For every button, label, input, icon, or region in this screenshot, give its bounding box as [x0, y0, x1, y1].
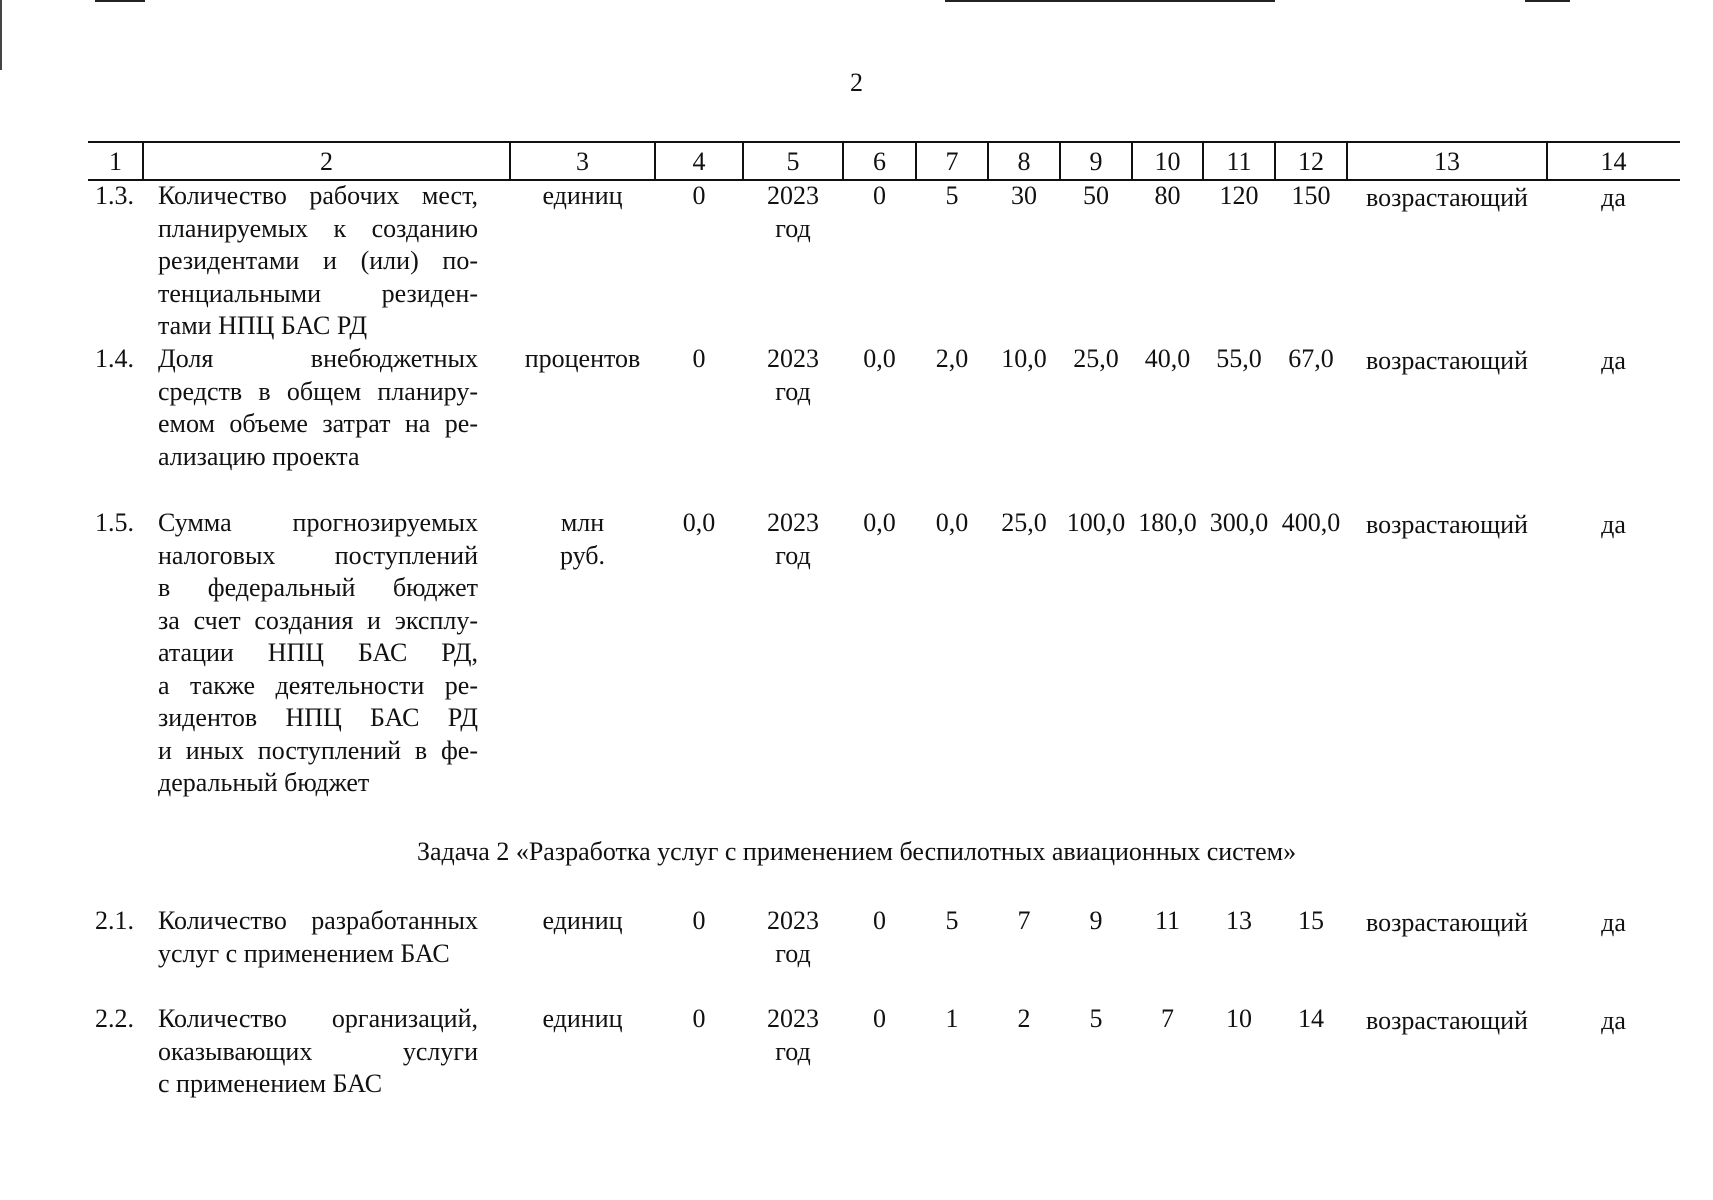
unit-line: млн	[560, 508, 605, 537]
value-col-10: 11	[1154, 906, 1181, 935]
value-col-12: 15	[1298, 906, 1324, 935]
value-col-12: 150	[1291, 181, 1331, 210]
base-year-line: 2023	[767, 906, 819, 935]
value-col-11: 13	[1226, 906, 1252, 935]
header-col-7: 7	[945, 147, 959, 176]
indicator-name-line: налоговых поступлений	[158, 540, 478, 570]
flag: да	[1601, 346, 1626, 375]
value-col-6: 0	[873, 906, 886, 935]
value-col-10: 7	[1161, 1004, 1174, 1033]
header-col-9: 9	[1089, 147, 1103, 176]
header-col-2: 2	[320, 147, 333, 176]
unit-line: единиц	[542, 1004, 623, 1033]
indicator-name-line: услуг с применением БАС	[158, 938, 450, 968]
base-value: 0	[692, 906, 706, 935]
value-col-10: 180,0	[1138, 508, 1197, 537]
indicator-name-line: емом объеме затрат на ре-	[158, 409, 478, 438]
indicator-name-line: оказывающих услуги	[158, 1036, 478, 1066]
page-number: 2	[850, 68, 863, 97]
header-col-14: 14	[1600, 147, 1627, 176]
unit-line: руб.	[559, 540, 606, 570]
indicator-name-line: а также деятельности ре-	[158, 670, 478, 700]
value-col-10: 40,0	[1144, 344, 1191, 373]
header-col-6: 6	[873, 147, 886, 176]
base-year-line: год	[775, 376, 811, 406]
value-col-8: 2	[1017, 1004, 1031, 1033]
value-col-7: 5	[945, 906, 959, 935]
trend: возрастающий	[1366, 510, 1528, 539]
value-col-11: 120	[1219, 181, 1259, 210]
header-col-12: 12	[1298, 147, 1324, 176]
header-col-1: 1	[109, 147, 122, 176]
unit	[510, 180, 655, 213]
value-col-8: 7	[1017, 906, 1031, 935]
value-col-6: 0,0	[863, 344, 896, 373]
value-col-8: 10,0	[1001, 344, 1047, 373]
value-col-9: 9	[1089, 906, 1103, 935]
indicator-name-line: резидентами и (или) по-	[158, 246, 478, 275]
scan-edge-line	[1525, 0, 1570, 2]
indicator-name-line: Количество организаций,	[158, 1004, 478, 1033]
row-number: 2.2.	[95, 1004, 134, 1033]
base-year	[743, 1003, 843, 1068]
value-col-9: 50	[1083, 181, 1109, 210]
header-col-5: 5	[786, 147, 800, 176]
base-value: 0	[692, 1004, 706, 1033]
value-col-8: 25,0	[1001, 508, 1047, 537]
row-number: 1.3.	[95, 181, 134, 210]
scan-edge-line	[95, 0, 145, 2]
value-col-7: 2,0	[935, 344, 969, 373]
indicator-name	[158, 180, 478, 343]
indicator-name-line: Доля внебюджетных	[158, 344, 478, 373]
indicator-name-line: и иных поступлений в фе-	[158, 735, 478, 765]
indicator-name-line: тенциальными резиден-	[158, 278, 478, 308]
value-col-7: 0,0	[935, 508, 969, 537]
indicator-name-line: тами НПЦ БАС РД	[158, 311, 368, 340]
flag: да	[1601, 183, 1626, 212]
value-col-8: 30	[1011, 181, 1037, 210]
trend: возрастающий	[1366, 908, 1528, 937]
indicator-name-line: за счет создания и эксплу-	[158, 605, 478, 635]
base-year	[743, 905, 843, 970]
unit	[510, 343, 655, 376]
indicator-name-line: зидентов НПЦ БАС РД	[158, 703, 478, 732]
scan-edge-line	[945, 0, 1275, 2]
value-col-6: 0	[873, 1004, 886, 1033]
value-col-11: 300,0	[1209, 508, 1269, 537]
trend: возрастающий	[1366, 1006, 1528, 1035]
value-col-9: 5	[1089, 1004, 1103, 1033]
base-year-line: 2023	[767, 181, 819, 210]
value-col-10: 80	[1154, 181, 1181, 210]
indicator-name	[158, 1003, 478, 1101]
indicator-name-line: атации НПЦ БАС РД,	[158, 638, 478, 667]
base-value: 0	[692, 344, 706, 373]
flag: да	[1601, 510, 1626, 539]
flag: да	[1601, 908, 1626, 937]
base-year-line: 2023	[767, 344, 819, 373]
base-year	[743, 507, 843, 572]
row-number: 2.1.	[95, 906, 134, 935]
value-col-11: 55,0	[1216, 344, 1262, 373]
indicator-name-line: средств в общем планиру-	[158, 376, 478, 406]
value-col-6: 0	[873, 181, 886, 210]
value-col-9: 100,0	[1066, 508, 1126, 537]
row-number: 1.5.	[95, 508, 134, 537]
indicator-name-line: с применением БАС	[158, 1069, 383, 1098]
trend: возрастающий	[1366, 183, 1528, 212]
header-col-13: 13	[1434, 147, 1460, 176]
indicator-name	[158, 905, 478, 970]
base-year	[743, 180, 843, 245]
value-col-12: 67,0	[1288, 344, 1334, 373]
base-year-line: год	[775, 213, 811, 243]
indicator-name	[158, 507, 478, 800]
base-year-line: год	[775, 540, 811, 570]
base-year	[743, 343, 843, 408]
value-col-12: 400,0	[1281, 508, 1341, 537]
base-year-line: 2023	[767, 508, 819, 537]
header-col-3: 3	[576, 147, 589, 176]
unit-line: процентов	[524, 344, 641, 373]
section-title: Задача 2 «Разработка услуг с применением беспилотных авиационных систем»	[416, 837, 1297, 866]
indicator-name-line: ализацию проекта	[158, 441, 360, 471]
header-col-11: 11	[1226, 147, 1252, 176]
header-col-4: 4	[692, 147, 706, 176]
indicator-name-line: планируемых к созданию	[158, 213, 478, 243]
base-value: 0	[692, 181, 706, 210]
indicator-name-line: Количество рабочих мест,	[158, 181, 478, 210]
unit	[510, 1003, 655, 1036]
base-year-line: 2023	[767, 1004, 819, 1033]
header-col-10: 10	[1154, 147, 1181, 176]
value-col-6: 0,0	[863, 508, 896, 537]
value-col-7: 5	[945, 181, 959, 210]
value-col-12: 14	[1298, 1004, 1324, 1033]
unit-line: единиц	[542, 181, 623, 210]
base-year-line: год	[775, 938, 811, 968]
unit	[510, 507, 655, 572]
value-col-9: 25,0	[1073, 344, 1119, 373]
base-value: 0,0	[682, 508, 716, 537]
trend: возрастающий	[1366, 346, 1528, 375]
indicator-name-line: Сумма прогнозируемых	[158, 508, 478, 537]
indicator-name-line: деральный бюджет	[158, 768, 370, 797]
header-col-8: 8	[1017, 147, 1031, 176]
flag: да	[1601, 1006, 1626, 1035]
base-year-line: год	[775, 1036, 811, 1066]
indicator-name	[158, 343, 478, 473]
indicator-name-line: Количество разработанных	[158, 906, 478, 935]
row-number: 1.4.	[95, 344, 134, 373]
value-col-7: 1	[945, 1004, 959, 1033]
unit-line: единиц	[542, 906, 623, 935]
header-top-border	[88, 141, 1680, 143]
value-col-11: 10	[1226, 1004, 1252, 1033]
indicator-name-line: в федеральный бюджет	[158, 573, 478, 602]
scan-edge-line	[0, 0, 2, 70]
unit	[510, 905, 655, 938]
